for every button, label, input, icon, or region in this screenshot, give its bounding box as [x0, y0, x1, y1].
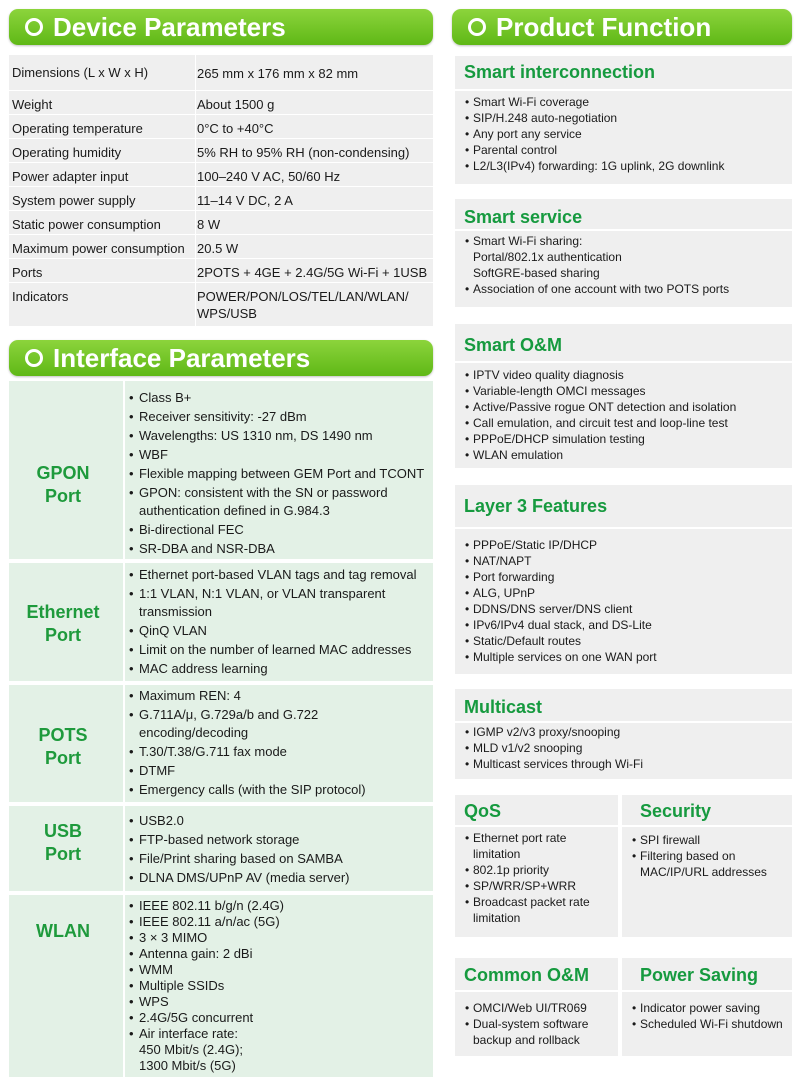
section-divider: [455, 229, 792, 231]
list-item: • Receiver sensitivity: -27 dBm: [129, 407, 431, 426]
list-item: • SPI firewall: [632, 832, 788, 848]
list-item: • PPPoE/DHCP simulation testing: [465, 431, 788, 447]
interface-parameters-table: [9, 381, 433, 1077]
param-value: 11–14 V DC, 2 A: [197, 193, 293, 208]
common-om-box: [455, 958, 618, 1056]
section-title: Smart interconnection: [464, 62, 656, 82]
list-item: • Multiple SSIDs: [129, 978, 431, 994]
list-item: • Multiple services on one WAN port: [465, 649, 788, 665]
param-value: 0°C to +40°C: [197, 121, 274, 136]
param-value: 8 W: [197, 217, 221, 232]
section-divider: [455, 361, 792, 363]
security-box: [622, 795, 792, 937]
param-label: Dimensions (L x W x H): [12, 65, 149, 80]
list-item: • WPS: [129, 994, 431, 1010]
label-line: Ethernet: [26, 602, 100, 622]
label-line: POTS: [38, 725, 88, 745]
product-function-title: Product Function: [496, 11, 712, 42]
gpon-port-label: [9, 462, 117, 508]
usb-port-label: [9, 820, 117, 866]
list-item: • SIP/H.248 auto-negotiation: [465, 110, 788, 126]
param-label: Indicators: [12, 289, 69, 304]
list-item: • 3 × 3 MIMO: [129, 930, 431, 946]
list-item: • DTMF: [129, 761, 431, 780]
list-item: • WMM: [129, 962, 431, 978]
list-item: transmission: [139, 604, 212, 619]
power-saving-box: [622, 958, 792, 1056]
section-title: Power Saving: [640, 965, 759, 985]
list-item: • OMCI/Web UI/TR069: [465, 1000, 614, 1016]
pots-feature-list: [129, 686, 431, 799]
section-divider: [455, 89, 792, 91]
list-item: • USB2.0: [129, 811, 431, 830]
list-item: • QinQ VLAN: [129, 621, 431, 640]
label-line: Port: [45, 625, 81, 645]
list-item: • Limit on the number of learned MAC addresses: [129, 640, 431, 659]
section-title: Smart O&M: [464, 335, 563, 355]
usb-feature-list: [129, 811, 431, 887]
table-row: [9, 234, 433, 259]
list-item: limitation: [473, 911, 521, 925]
product-function-header: [452, 9, 792, 45]
label-line: WLAN: [36, 921, 90, 941]
pots-port-block: [9, 685, 433, 802]
param-label: Power adapter input: [12, 169, 129, 184]
circle-icon: [25, 18, 43, 36]
list-item: • Filtering based on: [632, 848, 788, 864]
list-item: • Indicator power saving: [632, 1000, 788, 1016]
list-item: • IEEE 802.11 a/n/ac (5G): [129, 914, 431, 930]
label-line: USB: [43, 821, 82, 841]
list-item: • File/Print sharing based on SAMBA: [129, 849, 431, 868]
param-value: 5% RH to 95% RH (non-condensing): [197, 145, 410, 160]
list-item: • IPv6/IPv4 dual stack, and DS-Lite: [465, 617, 788, 633]
list-item: • WLAN emulation: [465, 447, 788, 463]
list-item: • IPTV video quality diagnosis: [465, 367, 788, 383]
table-row: [9, 114, 433, 139]
column-divider: [123, 381, 125, 559]
list-item: • Class B+: [129, 388, 431, 407]
section-divider: [455, 825, 618, 827]
section-divider: [455, 990, 618, 992]
wlan-block: [9, 895, 433, 1077]
param-value: 20.5 W: [197, 241, 239, 256]
table-row: [9, 138, 433, 163]
table-row: [9, 210, 433, 235]
label-line: Port: [45, 486, 81, 506]
device-parameters-title: Device Parameters: [53, 11, 286, 42]
section-divider: [622, 990, 792, 992]
list-item: • Flexible mapping between GEM Port and TCONT: [129, 464, 431, 483]
circle-icon: [468, 18, 486, 36]
list-item: • IGMP v2/v3 proxy/snooping: [465, 724, 788, 740]
list-item: • Ethernet port rate: [465, 830, 614, 846]
smart-om-box: [455, 324, 792, 468]
list-item: • Smart Wi-Fi coverage: [465, 94, 788, 110]
list-item: • Dual-system software: [465, 1016, 614, 1032]
list-item: • IEEE 802.11 b/g/n (2.4G): [129, 898, 431, 914]
table-row: [9, 258, 433, 283]
list-item: • T.30/T.38/G.711 fax mode: [129, 742, 431, 761]
column-divider: [123, 806, 125, 891]
list-item: • 2.4G/5G concurrent: [129, 1010, 431, 1026]
list-item: • 1:1 VLAN, N:1 VLAN, or VLAN transparent: [129, 584, 431, 603]
table-row: [9, 162, 433, 187]
list-item: • Maximum REN: 4: [129, 686, 431, 705]
list-item: 450 Mbit/s (2.4G);: [139, 1042, 244, 1057]
wlan-label: [9, 920, 117, 943]
list-item: • G.711A/μ, G.729a/b and G.722: [129, 705, 431, 724]
ethernet-feature-list: [129, 565, 431, 678]
param-label: Weight: [12, 97, 53, 112]
list-item: • Active/Passive rogue ONT detection and isolation: [465, 399, 788, 415]
table-row: [9, 186, 433, 211]
param-value: 100–240 V AC, 50/60 Hz: [197, 169, 341, 184]
list-item: • ALG, UPnP: [465, 585, 788, 601]
list-item: • NAT/NAPT: [465, 553, 788, 569]
list-item: • DDNS/DNS server/DNS client: [465, 601, 788, 617]
interface-parameters-header: [9, 340, 433, 376]
list-item: • SR-DBA and NSR-DBA: [129, 539, 431, 558]
list-item: • MAC address learning: [129, 659, 431, 678]
list-item: • Variable-length OMCI messages: [465, 383, 788, 399]
column-divider: [123, 685, 125, 802]
multicast-box: [455, 689, 792, 779]
table-row: [9, 282, 433, 327]
list-item: • WBF: [129, 445, 431, 464]
pots-port-label: [9, 724, 117, 770]
list-item: backup and rollback: [473, 1033, 580, 1047]
usb-port-block: [9, 806, 433, 891]
section-list: [465, 830, 614, 926]
list-item: • DLNA DMS/UPnP AV (media server): [129, 868, 431, 887]
ethernet-port-block: [9, 563, 433, 681]
table-row: [9, 54, 433, 91]
section-list: [465, 94, 788, 174]
section-list: [632, 832, 788, 880]
param-value: About 1500 g: [197, 97, 275, 112]
param-value: 2POTS + 4GE + 2.4G/5G Wi-Fi + 1USB: [197, 265, 428, 280]
list-item: • Static/Default routes: [465, 633, 788, 649]
list-item: 1300 Mbit/s (5G): [139, 1058, 236, 1073]
smart-service-box: [455, 199, 792, 307]
list-item: • Antenna gain: 2 dBi: [129, 946, 431, 962]
param-label: Operating humidity: [12, 145, 122, 160]
qos-box: [455, 795, 618, 937]
list-item: • Parental control: [465, 142, 788, 158]
list-item: Portal/802.1x authentication: [473, 250, 622, 264]
list-item: • Broadcast packet rate: [465, 894, 614, 910]
device-parameters-header: [9, 9, 433, 45]
param-label: Static power consumption: [12, 217, 161, 232]
section-title: Layer 3 Features: [464, 496, 608, 516]
section-divider: [455, 721, 792, 723]
gpon-feature-list: [129, 388, 431, 558]
section-list: [465, 367, 788, 463]
list-item: • FTP-based network storage: [129, 830, 431, 849]
list-item: • Wavelengths: US 1310 nm, DS 1490 nm: [129, 426, 431, 445]
list-item: SoftGRE-based sharing: [473, 266, 600, 280]
list-item: • Multicast services through Wi-Fi: [465, 756, 788, 772]
list-item: • Smart Wi-Fi sharing:: [465, 233, 788, 249]
list-item: • Association of one account with two POTS ports: [465, 281, 788, 297]
layer3-features-box: [455, 485, 792, 674]
label-line: GPON: [36, 463, 90, 483]
section-title: Common O&M: [464, 965, 589, 985]
list-item: • Call emulation, and circuit test and loop-line test: [465, 415, 788, 431]
list-item: authentication defined in G.984.3: [139, 503, 330, 518]
wlan-feature-list: [129, 898, 431, 1074]
param-label: Ports: [12, 265, 43, 280]
section-list: [632, 1000, 788, 1032]
circle-icon: [25, 349, 43, 367]
list-item: • Any port any service: [465, 126, 788, 142]
list-item: • L2/L3(IPv4) forwarding: 1G uplink, 2G downlink: [465, 158, 788, 174]
section-title: Smart service: [464, 207, 583, 227]
list-item: • PPPoE/Static IP/DHCP: [465, 537, 788, 553]
gpon-port-block: [9, 381, 433, 559]
section-title: Multicast: [464, 697, 543, 717]
label-line: Port: [45, 748, 81, 768]
column-divider: [123, 895, 125, 1077]
list-item: encoding/decoding: [139, 725, 249, 740]
list-item: • GPON: consistent with the SN or password: [129, 483, 431, 502]
section-title: QoS: [464, 801, 502, 821]
section-list: [465, 1000, 614, 1048]
list-item: • Scheduled Wi-Fi shutdown: [632, 1016, 788, 1032]
param-label: System power supply: [12, 193, 136, 208]
list-item: • Ethernet port-based VLAN tags and tag removal: [129, 565, 431, 584]
smart-interconnection-box: [455, 56, 792, 184]
param-value: POWER/PON/LOS/TEL/LAN/WLAN/ WPS/USB: [197, 289, 409, 321]
label-line: Port: [45, 844, 81, 864]
list-item: • MLD v1/v2 snooping: [465, 740, 788, 756]
param-value: 265 mm x 176 mm x 82 mm: [197, 66, 359, 81]
section-divider: [455, 527, 792, 529]
list-item: limitation: [473, 847, 521, 861]
list-item: MAC/IP/URL addresses: [640, 865, 767, 879]
section-divider: [622, 825, 792, 827]
section-title: Security: [640, 801, 712, 821]
list-item: • Emergency calls (with the SIP protocol): [129, 780, 431, 799]
interface-parameters-title: Interface Parameters: [53, 342, 311, 373]
list-item: • Air interface rate:: [129, 1026, 431, 1042]
list-item: • Port forwarding: [465, 569, 788, 585]
column-divider: [123, 563, 125, 681]
list-item: • Bi-directional FEC: [129, 520, 431, 539]
param-label: Operating temperature: [12, 121, 143, 136]
list-item: • SP/WRR/SP+WRR: [465, 878, 614, 894]
device-parameters-table: [9, 54, 433, 326]
ethernet-port-label: [9, 601, 117, 647]
param-label: Maximum power consumption: [12, 241, 185, 256]
section-list: [465, 537, 788, 665]
section-list: [465, 233, 788, 297]
table-row: [9, 90, 433, 115]
section-list: [465, 724, 788, 772]
list-item: • 802.1p priority: [465, 862, 614, 878]
